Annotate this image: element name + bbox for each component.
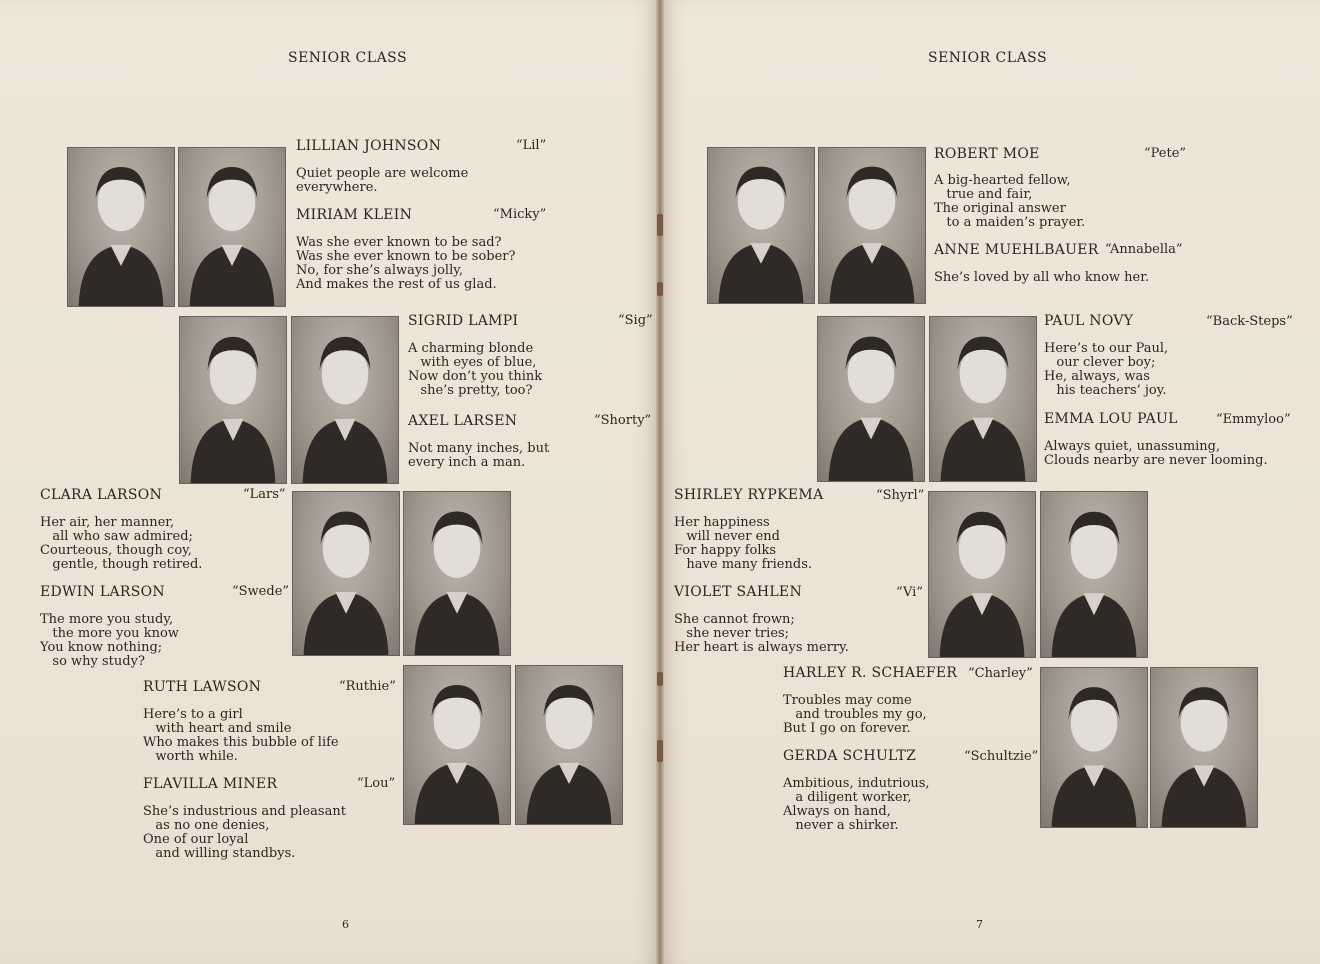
page-number: 7 — [976, 918, 983, 931]
student-verse: She cannot frown; she never tries; Her heart is always merry. — [674, 612, 849, 655]
student-nickname: “Lil” — [516, 138, 547, 153]
student-nickname: “Swede” — [232, 584, 290, 599]
portrait-silhouette — [1041, 668, 1147, 827]
student-verse: Quiet people are welcome everywhere. — [296, 166, 469, 195]
portrait-silhouette — [818, 317, 924, 481]
student-name: VIOLET SAHLEN — [674, 584, 802, 600]
student-nickname: “Pete” — [1144, 146, 1187, 161]
staple — [657, 214, 663, 236]
student-nickname: “Shorty” — [594, 413, 652, 428]
student-verse: A big-hearted fellow, true and fair, The original answer to a maiden’s prayer. — [934, 173, 1086, 230]
student-verse: Her happiness will never end For happy folks have many friends. — [674, 515, 812, 572]
student-name: CLARA LARSON — [40, 487, 163, 503]
portrait-violet-sahlen — [1040, 491, 1148, 658]
portrait-emma-lou-paul — [929, 316, 1037, 482]
page-heading: SENIOR CLASS — [928, 50, 1048, 66]
portrait-ruth-lawson — [403, 665, 511, 825]
student-nickname: “Schultzie” — [964, 749, 1039, 764]
student-name: FLAVILLA MINER — [143, 776, 278, 792]
student-nickname: “Ruthie” — [339, 679, 396, 694]
student-name: ANNE MUEHLBAUER — [934, 242, 1099, 258]
portrait-silhouette — [1151, 668, 1257, 827]
portrait-clara-larson — [292, 491, 400, 656]
staple — [657, 672, 663, 686]
student-name: SIGRID LAMPI — [408, 313, 519, 329]
student-nickname: “Sig” — [618, 313, 653, 328]
portrait-silhouette — [179, 148, 285, 306]
portrait-silhouette — [516, 666, 622, 824]
staple — [657, 282, 663, 296]
student-name: EMMA LOU PAUL — [1044, 411, 1178, 427]
student-name: MIRIAM KLEIN — [296, 207, 413, 223]
student-verse: Here’s to a girl with heart and smile Who makes this bubble of life worth while. — [143, 707, 339, 764]
student-name: HARLEY R. SCHAEFER — [783, 665, 958, 681]
portrait-gerda-schultz — [1150, 667, 1258, 828]
student-verse: A charming blonde with eyes of blue, Now don’t you think she’s pretty, too? — [408, 341, 543, 398]
portrait-silhouette — [293, 492, 399, 655]
portrait-silhouette — [929, 492, 1035, 657]
student-verse: Troubles may come and troubles my go, But I go on forever. — [783, 693, 927, 736]
portrait-silhouette — [68, 148, 174, 306]
portrait-shirley-rypkema — [928, 491, 1036, 658]
student-nickname: “Lou” — [357, 776, 396, 791]
portrait-silhouette — [819, 148, 925, 303]
student-name: GERDA SCHULTZ — [783, 748, 917, 764]
student-verse: Ambitious, indutrious, a diligent worker, Always on hand, never a shirker. — [783, 776, 930, 833]
portrait-robert-moe — [707, 147, 815, 304]
student-verse: Here’s to our Paul, our clever boy; He, always, was his teachers’ joy. — [1044, 341, 1169, 398]
portrait-silhouette — [708, 148, 814, 303]
student-nickname: “Shyrl” — [876, 488, 925, 503]
portrait-edwin-larson — [403, 491, 511, 656]
book-gutter — [656, 0, 664, 964]
student-name: RUTH LAWSON — [143, 679, 262, 695]
portrait-paul-novy — [817, 316, 925, 482]
right-page — [660, 0, 1320, 964]
page-heading: SENIOR CLASS — [288, 50, 408, 66]
student-nickname: “Charley” — [968, 666, 1033, 681]
portrait-lillian-johnson — [67, 147, 175, 307]
student-verse: Was she ever known to be sad? Was she ever known to be sober? No, for she’s always jolly, And makes the rest of us glad. — [296, 235, 516, 292]
student-verse: Her air, her manner, all who saw admired; Courteous, though coy, gentle, though retired. — [40, 515, 203, 572]
portrait-axel-larsen — [291, 316, 399, 484]
portrait-flavilla-miner — [515, 665, 623, 825]
page-number: 6 — [342, 918, 349, 931]
portrait-harley-schaefer — [1040, 667, 1148, 828]
staple — [657, 740, 663, 762]
student-verse: She’s industrious and pleasant as no one denies, One of our loyal and willing standbys. — [143, 804, 346, 861]
portrait-silhouette — [404, 666, 510, 824]
student-nickname: “Back-Steps” — [1206, 314, 1293, 329]
student-nickname: “Annabella” — [1105, 242, 1183, 257]
student-name: SHIRLEY RYPKEMA — [674, 487, 824, 503]
student-verse: Not many inches, but every inch a man. — [408, 441, 550, 470]
student-nickname: “Micky” — [493, 207, 547, 222]
portrait-anne-muehlbauer — [818, 147, 926, 304]
student-name: EDWIN LARSON — [40, 584, 165, 600]
student-nickname: “Lars” — [243, 487, 286, 502]
student-verse: The more you study, the more you know You know nothing; so why study? — [40, 612, 179, 669]
portrait-silhouette — [180, 317, 286, 483]
student-name: LILLIAN JOHNSON — [296, 138, 442, 154]
portrait-silhouette — [1041, 492, 1147, 657]
portrait-silhouette — [930, 317, 1036, 481]
student-verse: She’s loved by all who know her. — [934, 270, 1150, 285]
student-name: AXEL LARSEN — [408, 413, 518, 429]
student-name: ROBERT MOE — [934, 146, 1040, 162]
portrait-sigrid-lampi — [179, 316, 287, 484]
student-nickname: “Emmyloo” — [1216, 412, 1291, 427]
portrait-silhouette — [292, 317, 398, 483]
student-nickname: “Vi” — [896, 585, 923, 600]
student-name: PAUL NOVY — [1044, 313, 1134, 329]
student-verse: Always quiet, unassuming, Clouds nearby are never looming. — [1044, 439, 1268, 468]
portrait-miriam-klein — [178, 147, 286, 307]
portrait-silhouette — [404, 492, 510, 655]
